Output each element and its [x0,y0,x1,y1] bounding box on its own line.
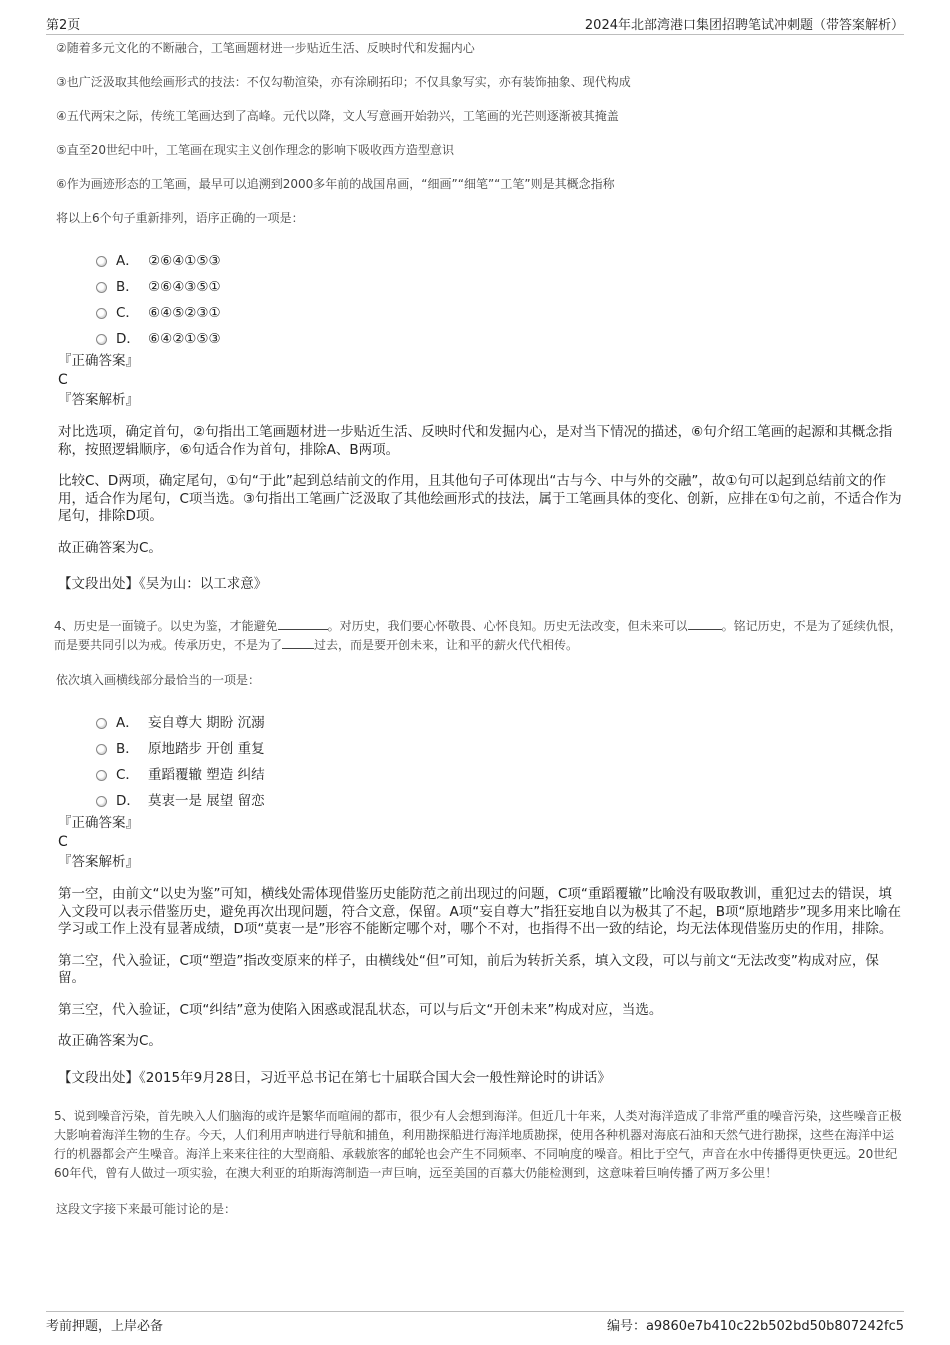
fill-blank [278,617,328,630]
question-5 [56,1107,902,1217]
source-citation: 【文段出处】《吴为山：以工求意》 [58,576,268,592]
option-a[interactable]: A． ②⑥④①⑤③ [96,248,902,274]
document-title: 2024年北部湾港口集团招聘笔试冲刺题（带答案解析） [584,18,904,33]
question-stem: 5、说到噪音污染，首先映入人们脑海的或许是繁华而喧闹的都市，很少有人会想到海洋。但近几十年来，人类对海洋造成了非常严重的噪音污染，这些噪音正极大影响着海洋生物的生存。今天，人们利用声呐进行导航和捕鱼，利用勘探船进行海洋地质勘探，使用各种机器对海底石油和天然气进行勘探，这些在海洋中运行的机器都会产生噪音。海洋上来来往往的大型商船、承载旅客的邮轮也会产生不同频率、不同响度的噪音。相比于空气，声音在水中传播得更快更远。20世纪60年代，曾有人做过一项实验，在澳大利亚的珀斯海湾制造一声巨响，远至美国的百慕大仍能检测到，这意味着巨响传播了两万多公里！ [54,1108,902,1180]
answer-label: 『正确答案』 [58,815,139,831]
document-body [56,40,902,1239]
fill-blank [282,636,314,649]
document-id: 编号：a9860e7b410c22b502bd50b807242fc5 [606,1319,904,1334]
question-prompt: 将以上6个句子重新排列，语序正确的一项是： [56,211,304,225]
radio-icon[interactable] [96,256,107,267]
analysis-paragraph: 第一空，由前文“以史为鉴”可知，横线处需体现借鉴历史能防范之前出现过的问题，C项“重蹈覆辙”比喻没有吸取教训，重犯过去的错误，填入文段可以表示借鉴历史，避免再次出现问题，符合文意，保留。A项“妄自尊大”指狂妄地自以为极其了不起，B项“原地踏步”现多用来比喻在学习或工作上没有显著成绩，D项“莫衷一是”形容不能断定哪个对，哪个不对，也指得不出一致的结论，均无法体现借鉴历史的作用，排除。 [58,886,901,937]
option-c[interactable]: C． ⑥④⑤②③① [96,300,902,326]
analysis-label: 『答案解析』 [58,854,139,870]
footer-slogan: 考前押题，上岸必备 [46,1319,164,1334]
radio-icon[interactable] [96,718,107,729]
option-a[interactable]: A． 妄自尊大 期盼 沉溺 [96,710,902,736]
radio-icon[interactable] [96,308,107,319]
question-prompt: 这段文字接下来最可能讨论的是： [56,1201,237,1216]
option-d[interactable]: D． ⑥④②①⑤③ [96,326,902,352]
radio-icon[interactable] [96,744,107,755]
radio-icon[interactable] [96,796,107,807]
page-header [46,10,904,35]
analysis-paragraph: 第三空，代入验证，C项“纠结”意为使陷入困惑或混乱状态，可以与后文“开创未来”构成对应，当选。 [58,1001,663,1018]
fill-blank [688,617,722,630]
radio-icon[interactable] [96,334,107,345]
sentence-6: ⑥作为画迹形态的工笔画，最早可以追溯到2000多年前的战国帛画，“细画”“细笔”“工笔”则是其概念指称 [56,177,615,191]
analysis-paragraph: 比较C、D两项，确定尾句，①句“于此”起到总结前文的作用，且其他句子可体现出“古与今、中与外的交融”，故①句可以起到总结前文的作用，适合作为尾句，C项当选。③句指出工笔画广泛汲取了其他绘画形式的技法，属于工笔画具体的变化、创新，应排在①句之前，不适合作为尾句，排除D项。 [58,473,902,524]
question-4 [56,617,902,1087]
option-d[interactable]: D． 莫衷一是 展望 留恋 [96,788,902,814]
sentence-4: ④五代两宋之际，传统工笔画达到了高峰。元代以降，文人写意画开始勃兴，工笔画的光芒则逐渐被其掩盖 [56,109,619,123]
correct-answer: C [58,834,68,850]
option-b[interactable]: B． ②⑥④③⑤① [96,274,902,300]
question-3 [56,40,902,593]
page-number: 第2页 [46,18,81,33]
sentence-3: ③也广泛汲取其他绘画形式的技法：不仅勾勒渲染，亦有涂刷拓印；不仅具象写实，亦有装饰抽象、现代构成 [56,75,631,89]
sentence-2: ②随着多元文化的不断融合，工笔画题材进一步贴近生活、反映时代和发掘内心 [56,41,475,55]
analysis-paragraph: 对比选项，确定首句，②句指出工笔画题材进一步贴近生活、反映时代和发掘内心，是对当下情况的描述，⑥句介绍工笔画的起源和其概念指称，按照逻辑顺序，⑥句适合作为首句，排除A、B两项。 [58,424,893,458]
radio-icon[interactable] [96,770,107,781]
question-stem: 4、历史是一面镜子。以史为鉴，才能避免 。对历史，我们要心怀敬畏、心怀良知。历史无法改变，但未来可以 。铭记历史，不是为了延续仇恨，而是要共同引以为戒。传承历史，不是为了 过去，而是要开创未来，让和平的薪火代代相传。 [54,619,902,652]
analysis-label: 『答案解析』 [58,392,139,408]
option-b[interactable]: B． 原地踏步 开创 重复 [96,736,902,762]
option-c[interactable]: C． 重蹈覆辙 塑造 纠结 [96,762,902,788]
option-list [96,248,902,352]
option-list [96,710,902,814]
question-prompt: 依次填入画横线部分最恰当的一项是： [56,673,261,687]
page-footer [46,1311,904,1336]
answer-label: 『正确答案』 [58,353,139,369]
analysis-paragraph: 第二空，代入验证，C项“塑造”指改变原来的样子，由横线处“但”可知，前后为转折关系，填入文段，可以与前文“无法改变”构成对应，保留。 [58,952,879,986]
correct-answer: C [58,372,68,388]
sentence-5: ⑤直至20世纪中叶，工笔画在现实主义创作理念的影响下吸收西方造型意识 [56,143,455,157]
source-citation: 【文段出处】《2015年9月28日，习近平总书记在第七十届联合国大会一般性辩论时的讲话》 [58,1069,611,1086]
analysis-paragraph: 故正确答案为C。 [58,539,162,556]
analysis-paragraph: 故正确答案为C。 [58,1033,162,1049]
radio-icon[interactable] [96,282,107,293]
